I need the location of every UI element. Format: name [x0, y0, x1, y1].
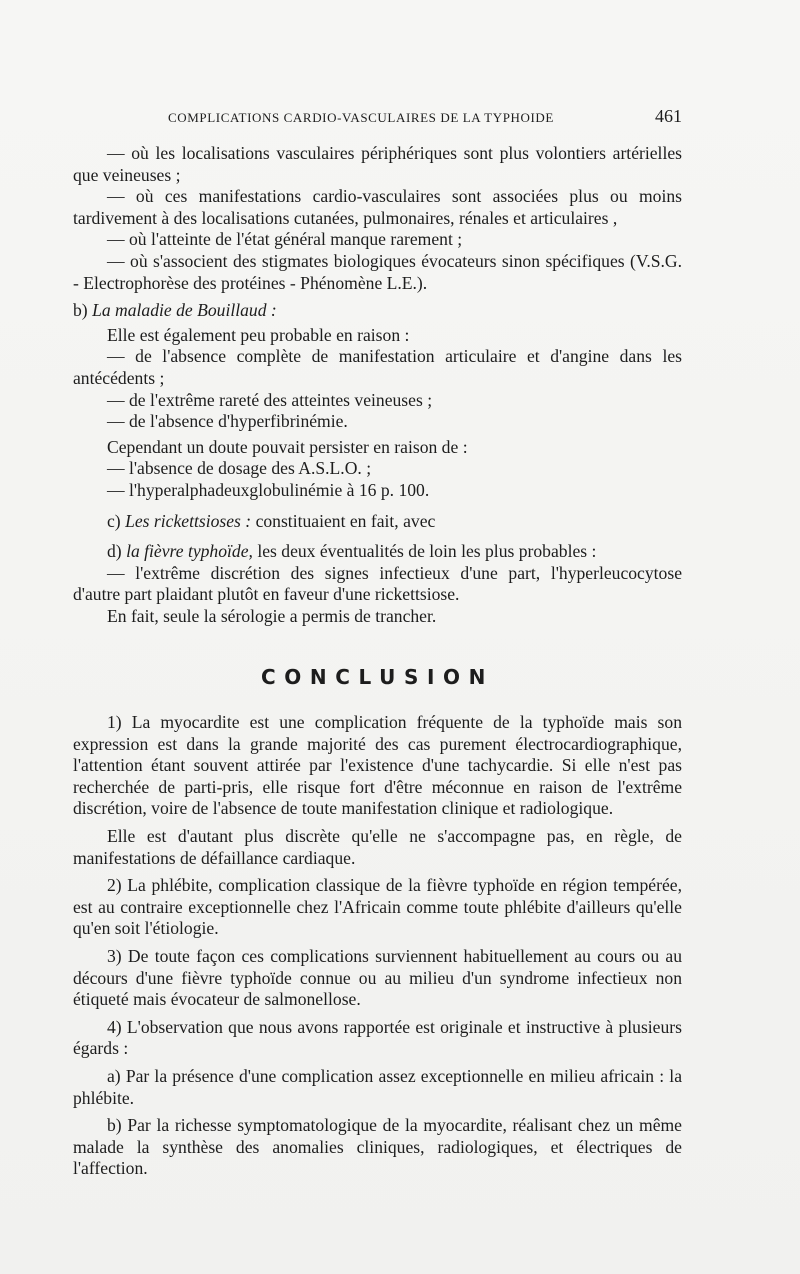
conclusion-paragraph-4: 3) De toute façon ces complications surviennent habituellement au cours ou au décours d'une fièvre typhoïde connue ou au milieu d'un syndrome infectieux non étiqueté mais évocateur de salmonellose. — [73, 946, 682, 1010]
section-b-paragraph: Elle est également peu probable en raison : — [107, 324, 410, 345]
section-c-title: Les rickettsioses : — [125, 510, 252, 531]
section-d-title: la fièvre typhoïde, — [126, 541, 253, 562]
body-item-4: — où s'associent des stigmates biologiques évocateurs sinon spécifiques (V.S.G. - Electrophorèse des protéines - Phénomène L.E.). — [73, 250, 682, 293]
section-b-title: La maladie de Bouillaud : — [92, 300, 277, 321]
doubt-item-1: — l'absence de dosage des A.S.L.O. ; — [107, 458, 372, 479]
page-content — [73, 143, 682, 1180]
body-item-3: — où l'atteinte de l'état général manque rarement ; — [107, 229, 463, 250]
conclusion-paragraph-3: 2) La phlébite, complication classique de la fièvre typhoïde en région tempérée, est au contraire exceptionnelle chez l'Africain comme toute phlébite d'ailleurs qu'elle qu'en soit l'étiologie. — [73, 875, 682, 939]
section-b-item-2: — de l'extrême rareté des atteintes veineuses ; — [107, 389, 433, 410]
section-b-heading — [73, 300, 682, 322]
conclusion-heading: CONCLUSION — [261, 665, 494, 690]
doubt-intro: Cependant un doute pouvait persister en raison de : — [107, 436, 468, 457]
section-d-text: les deux éventualités de loin les plus probables : — [257, 541, 597, 562]
conclusion-paragraph-5: 4) L'observation que nous avons rapportée est originale et instructive à plusieurs égards : — [73, 1016, 682, 1059]
page-header — [0, 108, 800, 130]
conclusion-paragraph-2: Elle est d'autant plus discrète qu'elle ne s'accompagne pas, en règle, de manifestations de défaillance cardiaque. — [73, 826, 682, 868]
doubt-item-2: — l'hyperalphadeuxglobulinémie à 16 p. 100. — [107, 479, 430, 500]
conclusion-paragraph-6: a) Par la présence d'une complication assez exceptionnelle en milieu africain : la phlébite. — [73, 1065, 682, 1108]
section-c-line — [73, 511, 682, 533]
running-title: COMPLICATIONS CARDIO-VASCULAIRES DE LA TYPHOIDE — [168, 110, 554, 125]
conclusion-paragraph-1: 1) La myocardite est une complication fréquente de la typhoïde mais son expression est dans la grande majorité des cas purement électrocardiographique, l'attention étant souvent attirée par l'existence d'une tachycardie. Si elle n'est pas recherchée de parti-pris, elle risque fort d'être méconnue en raison de l'extrême discrétion, voire de l'absence de toute manifestation clinique et radiologique. — [73, 712, 682, 819]
section-d-line — [73, 541, 682, 563]
conclusion-paragraph-7: b) Par la richesse symptomatologique de la myocardite, réalisant chez un même malade la synthèse des anomalies cliniques, radiologiques, et électriques de l'affection. — [73, 1115, 682, 1179]
fact-line: En fait, seule la sérologie a permis de trancher. — [107, 605, 437, 626]
section-c-text: constituaient en fait, avec — [255, 510, 436, 531]
section-b-label: b) — [73, 300, 88, 321]
page-number: 461 — [655, 106, 682, 126]
section-c-label: c) — [107, 510, 121, 531]
section-d-item: — l'extrême discrétion des signes infectieux d'une part, l'hyperleucocytose d'autre part plaidant plutôt en faveur d'une rickettsiose. — [73, 562, 682, 605]
section-b-item-1: — de l'absence complète de manifestation articulaire et d'angine dans les antécédents ; — [73, 346, 682, 388]
section-d-label: d) — [107, 541, 122, 562]
section-b-item-3: — de l'absence d'hyperfibrinémie. — [107, 411, 348, 432]
body-item-1: — où les localisations vasculaires périphériques sont plus volontiers artérielles que veineuses ; — [73, 143, 682, 185]
body-item-2: — où ces manifestations cardio-vasculaires sont associées plus ou moins tardivement à des localisations cutanées, pulmonaires, rénales et articulaires , — [73, 186, 682, 228]
